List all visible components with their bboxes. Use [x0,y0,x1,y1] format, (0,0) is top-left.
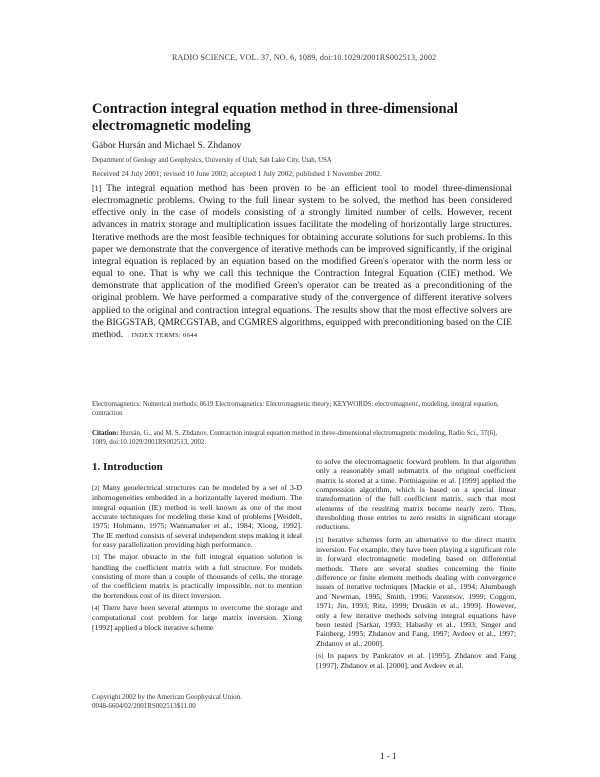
paragraph-text: Iterative schemes form an alternative to the direct matrix inversion. For example, they have been playing a significant role in forward electromagnetic modeling based on differential methods. There are several studies concerning the finite difference or finite element methods dealing with convergence issues of iterative techniques [Mackie et al., 1994; Alumbaugh and Newman, 1995; Smith, 1996; Varentsov, 1999; Coggon, 1971; Jin, 1993; Ritz, 1999; Druskin et al., 1999]. However, only a few iterative methods solving integral equations have been tested [Sarkar, 1993; Habashy et al., 1993; Singer and Fainberg, 1995; Zhdanov and Fang, 1997; Avdeev et al., 1997; Zhdanov et al., 2000]. [316,534,516,648]
citation-text: Hursán, G., and M. S. Zhdanov, Contraction integral equation method in three-dimensional electromagnetic modeling, Radio Sci., 37(6), 1089, doi:10.1029/2001RS002513, 2002. [92,430,498,446]
abstract-text: The integral equation method has been proven to be an efficient tool to model three-dimensional electromagnetic problems. Owing to the full linear system to be solved, the method has been considered effective only in the case of models consisting of a strongly limited number of cells. However, recent advances in matrix storage and multiplication issues facilitate the modeling of horizontally large structures. Iterative methods are the most feasible techniques for obtaining accurate solutions for such problems. In this paper we demonstrate that the convergence of iterative methods can be improved significantly, if the original integral equation is replaced by an equation based on the modified Green's operator with the norm less or equal to one. That is why we call this technique the Contraction Integral Equation (CIE) method. We demonstrate that application of the modified Green's operator can be treated as a preconditioning of the original problem. We have performed a comparative study of the convergence of different iterative solvers applied to the original and contraction integral equations. The results show that the most effective solvers are the BIGGSTAB, QMRCGSTAB, and CGMRES algorithms, equipped with preconditioning based on the CIE method. [92,183,512,340]
paragraph-number: [5] [316,536,324,544]
index-terms: INDEX TERMS: 0644 [131,331,198,339]
paragraph-text: Many geoelectrical structures can be modeled by a set of 3-D inhomogeneities embedded in a horizontally layered medium. The integral equation (IE) method is well known as one of the most accurate techniques for modeling these kind of problems [Weidelt, 1975; Hohmann, 1975; Wannamaker et al., 1984; Xiong, 1992]. The IE method consists of several independent steps making it ideal for easy parallelization providing high performance. [92,483,303,550]
author-list: Gábor Hursán and Michael S. Zhdanov [92,141,242,151]
received-dates: Received 24 July 2001; revised 10 June 2002; accepted 1 July 2002; published 1 November 2002. [92,169,382,178]
paragraph-number: [3] [92,554,100,562]
paragraph-number: [2] [92,485,100,492]
affiliation: Department of Geology and Geophysics, University of Utah, Salt Lake City, Utah, USA [92,157,332,164]
citation-label: Citation: [92,430,119,437]
paragraph-number: [6] [316,652,324,660]
copyright-line: Copyright 2002 by the American Geophysical Union. [92,693,242,701]
body-paragraph [92,603,302,632]
paragraph-text: There have been several attempts to overcome the storage and computational cost problem for large matrix inversion. Xiong [1992] applied a block iterative scheme [92,603,302,632]
copyright-notice [92,693,302,711]
citation [92,429,512,447]
issn-line: 0048-6604/02/2001RS002513$11.00 [92,702,196,710]
body-paragraph [92,483,302,549]
paragraph-number: [1] [92,184,102,193]
section-heading: 1. Introduction [92,461,163,473]
keywords: Electromagnetics: Numerical methods; 0619 Electromagnetics: Electromagnetic theory; KEYWORDS: electromagnetic, modeling, integral equation, contraction [92,401,499,417]
abstract [92,183,512,342]
left-column [92,461,302,635]
page-number: 1 - 1 [380,751,397,761]
journal-header: RADIO SCIENCE, VOL. 37, NO. 6, 1089, doi:10.1029/2001RS002513, 2002 [172,53,437,62]
paragraph-number: [4] [92,605,100,613]
body-paragraph [316,457,516,532]
paragraph-text: The major obstacle in the full integral equation solution is handling the coefficient matrix with a full structure. For models consisting of more than a couple of thousands of cells, the storage of the coefficient matrix is practically impossible, not to mention the horrendous cost of its direct inversion. [92,552,302,600]
body-paragraph [316,651,516,671]
paper-title: Contraction integral equation method in three-dimensional electromagnetic modeling [92,101,458,134]
right-column [316,457,516,674]
body-paragraph [316,535,516,648]
paragraph-text: In papers by Pankratov et al. [1995], Zhdanov and Fang [1997], Zhdanov et al. [2000], and Avdeev et al. [316,650,517,671]
paragraph-text: to solve the electromagnetic forward problem. In that algorithm only a reasonably small submatrix of the original coefficient matrix is stored at a time. Portniaguine et al. [1999] applied the compression algorithm, which is based on a special linear transformation of the full coefficient matrix, such that most elements of the resulting matrix become nearly zero. Thus, thresholding those entries to zero results in significant storage reductions. [316,457,516,532]
body-paragraph [92,552,302,600]
